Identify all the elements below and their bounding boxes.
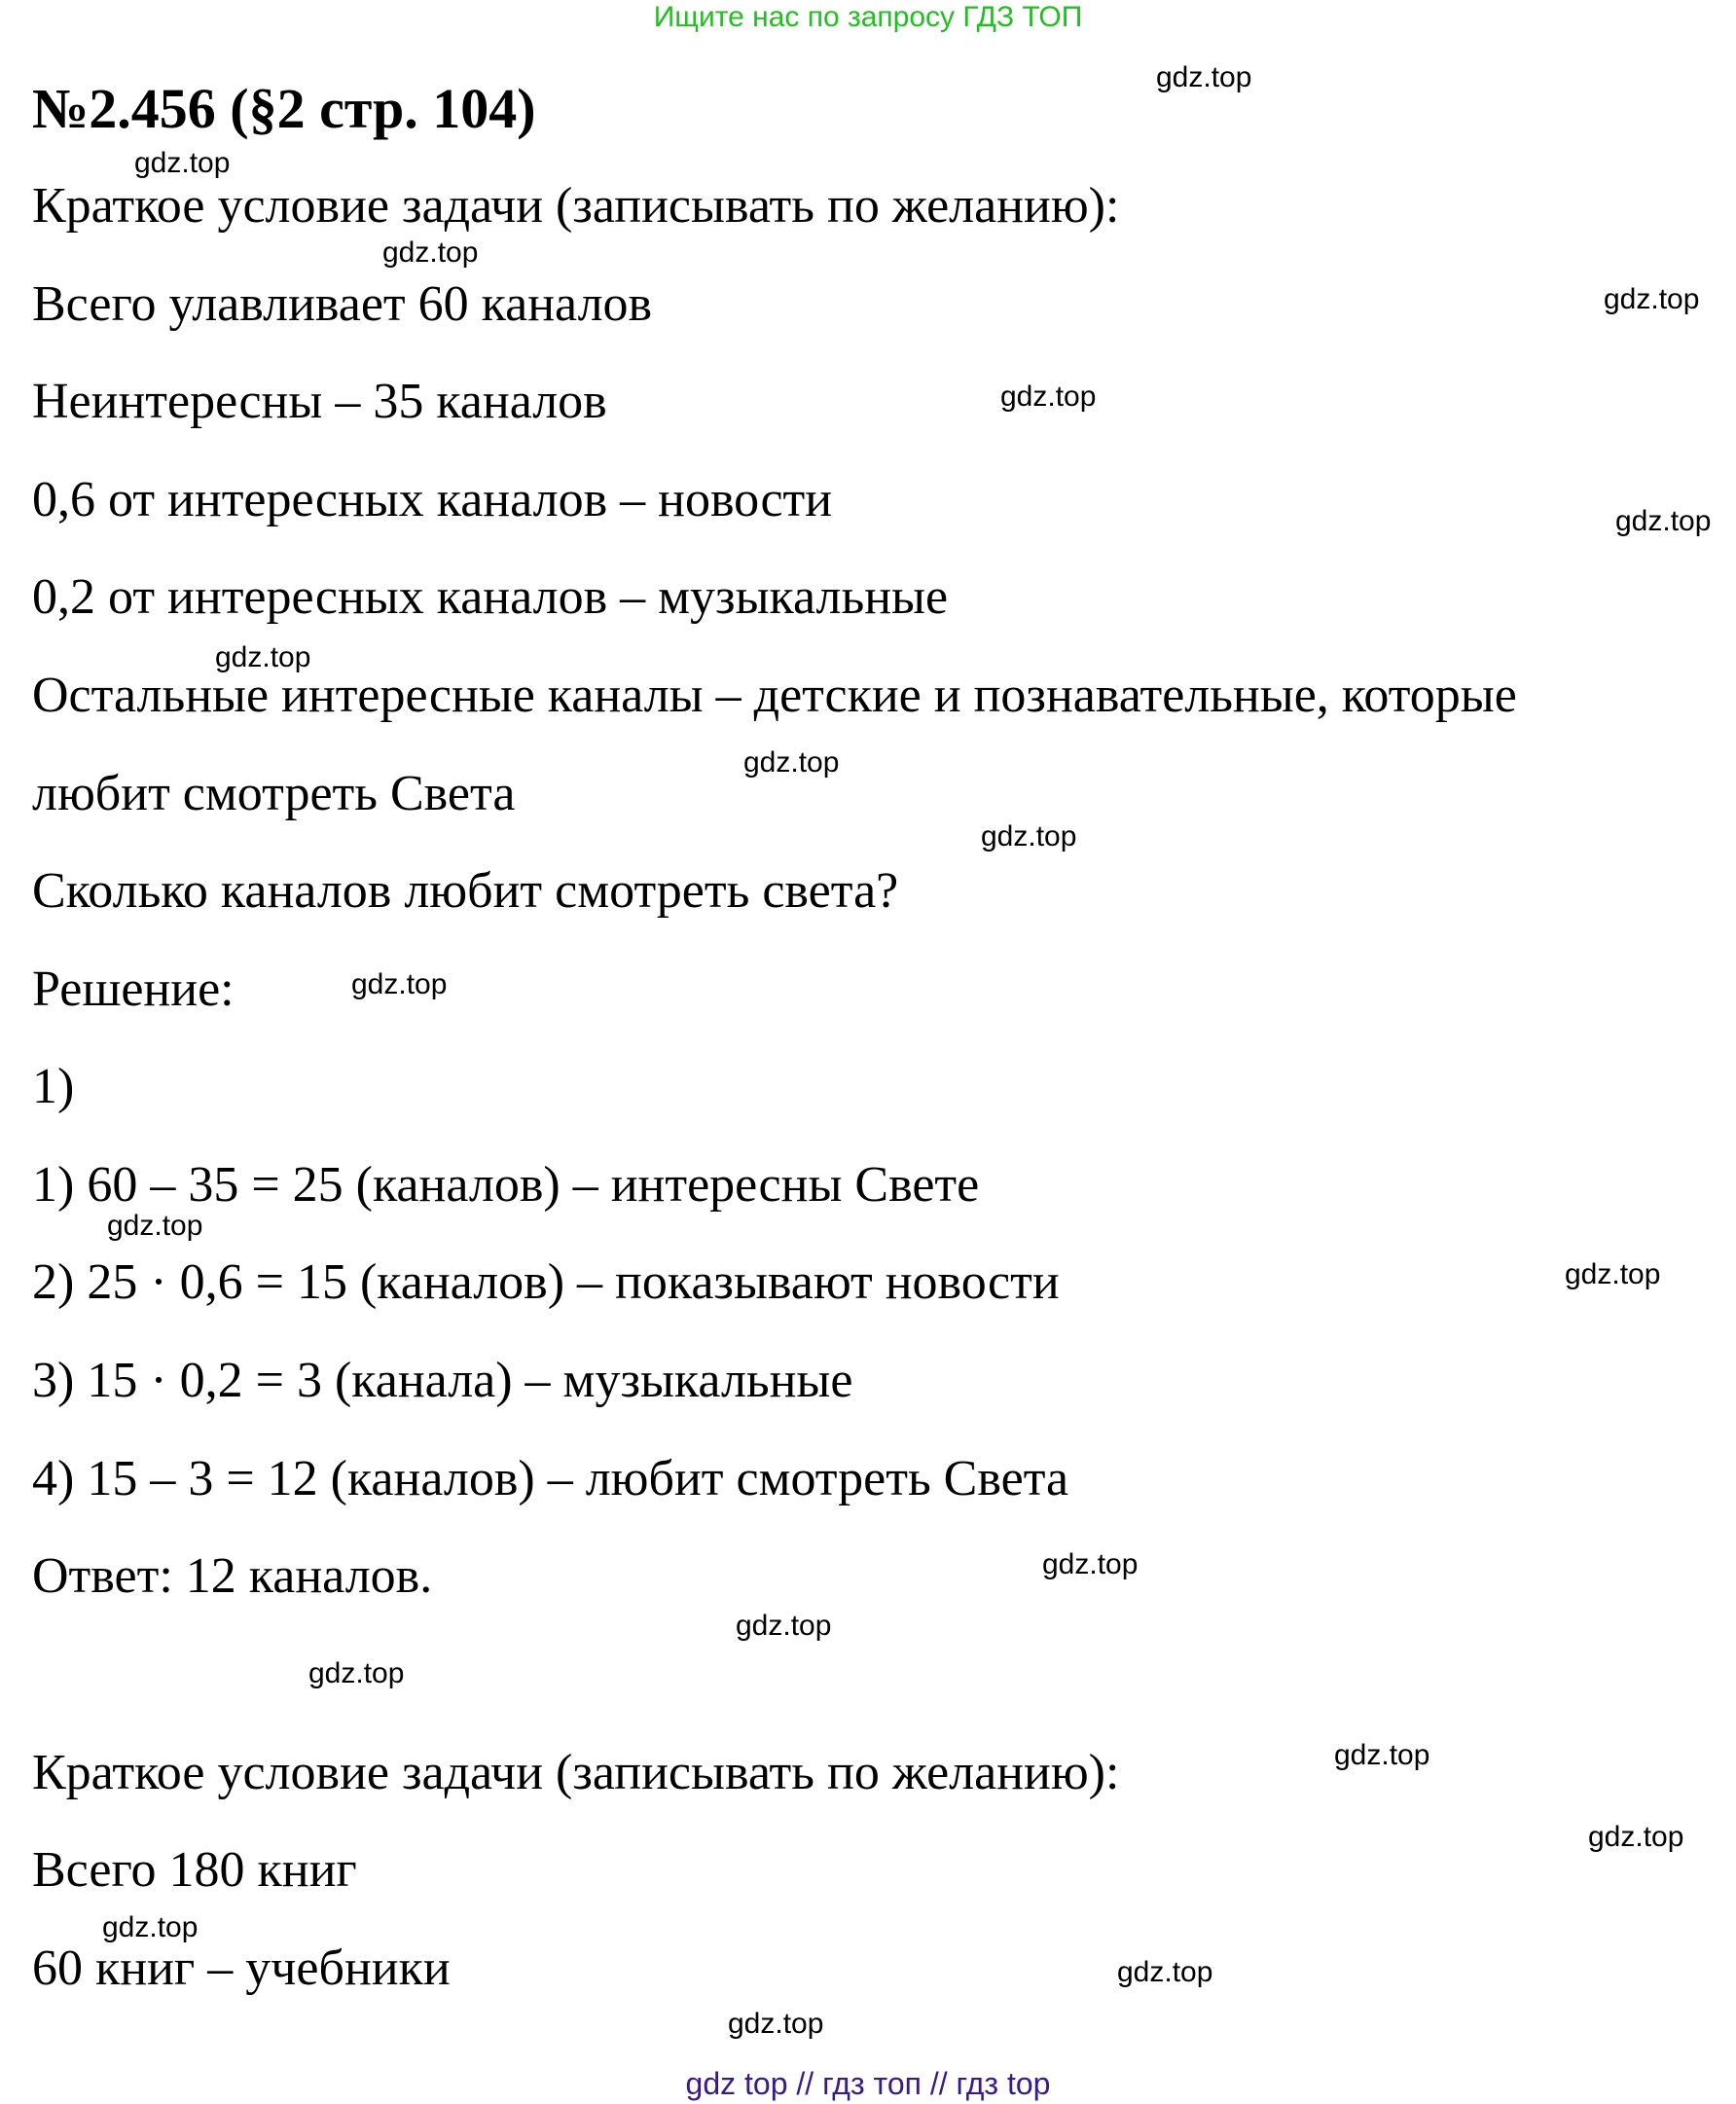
condition-heading: Краткое условие задачи (записывать по желанию):: [32, 178, 1120, 234]
condition-line-2: 60 книг – учебники: [32, 1941, 451, 1996]
watermark: gdz.top: [1604, 283, 1700, 315]
watermark: gdz.top: [134, 147, 231, 179]
watermark: gdz.top: [308, 1657, 405, 1689]
condition-heading-2: Краткое условие задачи (записывать по желанию):: [32, 1745, 1120, 1800]
condition-line: Остальные интересные каналы – детские и познавательные, которые: [32, 668, 1517, 723]
condition-line: Неинтересны – 35 каналов: [32, 374, 607, 429]
watermark: gdz.top: [1588, 1821, 1684, 1853]
question-line: Сколько каналов любит смотреть света?: [32, 863, 899, 919]
watermark: gdz.top: [1117, 1956, 1213, 1988]
solution-step: 1) 60 – 35 = 25 (каналов) – интересны Свете: [32, 1157, 980, 1213]
watermark: gdz.top: [728, 2008, 824, 2040]
condition-line: Всего улавливает 60 каналов: [32, 276, 653, 332]
top-banner: Ищите нас по запросу ГДЗ ТОП: [653, 1, 1083, 33]
watermark: gdz.top: [1042, 1548, 1139, 1580]
solution-step: 4) 15 – 3 = 12 (каналов) – любит смотреть Света: [32, 1451, 1069, 1506]
watermark: gdz.top: [1565, 1258, 1661, 1290]
watermark: gdz.top: [736, 1610, 832, 1642]
watermark: gdz.top: [215, 641, 311, 673]
watermark: gdz.top: [981, 820, 1077, 852]
watermark: gdz.top: [382, 236, 479, 269]
step-label: 1): [32, 1059, 75, 1114]
watermark: gdz.top: [102, 1911, 199, 1943]
watermark: gdz.top: [1334, 1739, 1430, 1771]
watermark: gdz.top: [107, 1210, 203, 1242]
answer-line: Ответ: 12 каналов.: [32, 1548, 433, 1604]
page-title: №2.456 (§2 стр. 104): [32, 77, 536, 140]
footer-links: gdz top // гдз топ // гдз top: [685, 2066, 1051, 2101]
condition-line: любит смотреть Света: [32, 766, 516, 821]
watermark: gdz.top: [1000, 381, 1097, 413]
condition-line-2: Всего 180 книг: [32, 1842, 357, 1898]
solution-step: 2) 25 · 0,6 = 15 (каналов) – показывают новости: [32, 1254, 1060, 1310]
watermark: gdz.top: [1615, 505, 1712, 537]
watermark: gdz.top: [351, 968, 448, 1000]
solution-step: 3) 15 · 0,2 = 3 (канала) – музыкальные: [32, 1353, 853, 1408]
condition-line: 0,6 от интересных каналов – новости: [32, 472, 833, 527]
condition-line: 0,2 от интересных каналов – музыкальные: [32, 569, 949, 625]
solution-heading: Решение:: [32, 961, 235, 1017]
watermark: gdz.top: [743, 746, 840, 779]
watermark: gdz.top: [1156, 61, 1252, 93]
